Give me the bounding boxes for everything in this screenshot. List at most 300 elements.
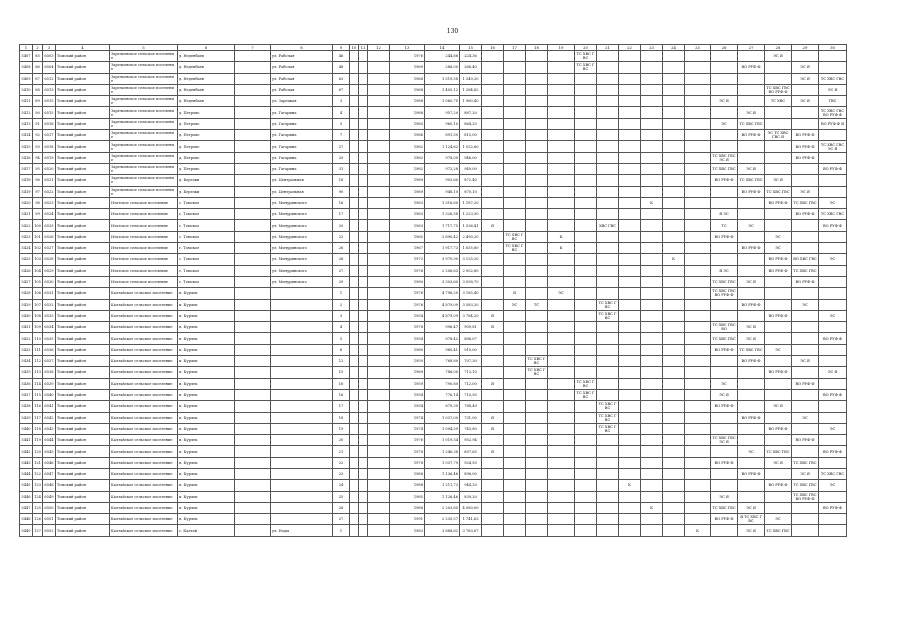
table-cell [235, 265, 271, 276]
table-cell: ЭС [819, 254, 847, 265]
table-cell [765, 288, 792, 299]
column-number: 12 [368, 45, 390, 51]
table-cell [685, 163, 711, 174]
table-cell: ул. Гагарина [271, 152, 333, 163]
table-cell: 712,00 [460, 378, 482, 389]
table-cell [548, 51, 575, 62]
table-cell [368, 502, 390, 513]
table-cell: 6551 [43, 514, 56, 525]
table-cell [235, 107, 271, 118]
table-cell [685, 412, 711, 423]
table-row [20, 265, 847, 276]
table-cell [641, 220, 663, 231]
table-cell: 910,00 [460, 344, 482, 355]
table-cell [482, 107, 504, 118]
table-cell [235, 525, 271, 536]
table-cell [619, 152, 641, 163]
table-cell: п. Курлек [178, 356, 235, 367]
table-cell [738, 457, 765, 468]
table-cell: 120 [33, 446, 43, 457]
table-cell [641, 446, 663, 457]
column-number: 20 [575, 45, 597, 51]
table-cell: 5439 [20, 412, 33, 423]
table-cell [663, 186, 685, 197]
table-cell: 972,28 [425, 163, 460, 174]
table-cell: 6524 [43, 209, 56, 220]
table-cell [548, 423, 575, 434]
table-cell: 3 185,40 [460, 288, 482, 299]
table-cell [711, 107, 738, 118]
table-row [20, 446, 847, 457]
table-cell [575, 130, 597, 141]
table-cell: ТС ХВС ГВС [738, 344, 765, 355]
table-cell [504, 220, 526, 231]
table-cell [641, 457, 663, 468]
table-cell [819, 525, 847, 536]
table-cell [597, 175, 619, 186]
table-cell [482, 84, 504, 95]
table-row [20, 197, 847, 208]
table-cell [663, 130, 685, 141]
table-cell: 112 [33, 356, 43, 367]
table-cell [504, 344, 526, 355]
table-cell: ЭС [738, 220, 765, 231]
table-cell: Томский район [56, 254, 110, 265]
table-cell: ТС ХВС ГВС [597, 299, 619, 310]
table-cell: Томский район [56, 378, 110, 389]
table-cell [482, 502, 504, 513]
table-cell: Заречьевское сельское поселение [110, 84, 178, 95]
table-cell: с. Томское [178, 265, 235, 276]
table-cell [504, 51, 526, 62]
table-cell [819, 299, 847, 310]
table-cell: Томский район [56, 276, 110, 287]
table-cell: ВО РУФ-Ф [765, 423, 792, 434]
table-cell: 5411 [20, 96, 33, 107]
table-cell [738, 152, 765, 163]
table-cell [368, 457, 390, 468]
table-cell [597, 344, 619, 355]
table-cell [619, 51, 641, 62]
table-row [20, 322, 847, 333]
table-cell [619, 401, 641, 412]
table-cell: 2 [333, 299, 350, 310]
table-cell: 790,80 [425, 378, 460, 389]
table-cell: 6516 [43, 118, 56, 129]
table-cell [482, 254, 504, 265]
table-cell [765, 220, 792, 231]
table-cell: 127 [33, 525, 43, 536]
table-cell [685, 333, 711, 344]
column-number: 15 [460, 45, 482, 51]
table-cell [482, 186, 504, 197]
table-cell: п. Курлек [178, 299, 235, 310]
table-cell [526, 231, 548, 242]
table-cell: ТС ХВС ГВС [792, 457, 819, 468]
table-cell: 3 [333, 310, 350, 321]
table-cell [548, 356, 575, 367]
table-cell: 105 [33, 276, 43, 287]
table-row [20, 62, 847, 73]
table-cell [271, 288, 333, 299]
table-cell: 1 635,80 [460, 243, 482, 254]
table-cell: Калтайское сельское поселение [110, 435, 178, 446]
table-cell [350, 276, 359, 287]
table-cell [368, 468, 390, 479]
table-cell: ТС ХВС ГВС [575, 62, 597, 73]
table-cell [368, 322, 390, 333]
table-cell: 117 [33, 412, 43, 423]
table-cell: 114 [33, 378, 43, 389]
table-cell: Я [482, 446, 504, 457]
table-cell: 5407 [20, 51, 33, 62]
table-cell: ул. Мичуринского [271, 197, 333, 208]
table-cell [738, 51, 765, 62]
table-cell [765, 118, 792, 129]
table-cell: ВО РУФ-Ф [792, 141, 819, 152]
table-cell: Я [482, 310, 504, 321]
table-cell [711, 480, 738, 491]
table-cell [575, 435, 597, 446]
table-cell [597, 468, 619, 479]
table-cell [504, 514, 526, 525]
table-cell [738, 435, 765, 446]
table-cell [619, 457, 641, 468]
table-row [20, 468, 847, 479]
table-cell [738, 378, 765, 389]
table-cell: ВО РУФ-Ф [765, 197, 792, 208]
table-cell [641, 175, 663, 186]
table-cell [548, 457, 575, 468]
table-cell [663, 231, 685, 242]
table-cell [575, 163, 597, 174]
table-cell [792, 175, 819, 186]
table-cell: 1963 [390, 197, 425, 208]
table-cell [619, 209, 641, 220]
table-cell: 93 [33, 141, 43, 152]
table-cell [641, 84, 663, 95]
table-cell [359, 356, 368, 367]
table-cell [526, 152, 548, 163]
table-cell: ТС ХВС ГВС ЭС Я [712, 436, 736, 445]
table-cell [663, 333, 685, 344]
column-number: 14 [425, 45, 460, 51]
table-cell [619, 96, 641, 107]
table-cell [235, 163, 271, 174]
column-number: 1 [20, 45, 33, 51]
table-row [20, 525, 847, 536]
table-cell [504, 378, 526, 389]
table-cell [575, 514, 597, 525]
table-cell [271, 446, 333, 457]
table-cell: Томский район [56, 51, 110, 62]
table-cell [663, 344, 685, 355]
table-cell: 29 [333, 152, 350, 163]
table-cell [597, 480, 619, 491]
table-cell: 1 [333, 525, 350, 536]
table-cell: Томский район [56, 435, 110, 446]
table-cell [482, 344, 504, 355]
table-cell [663, 152, 685, 163]
table-cell: Заречьевское сельское поселение [110, 62, 178, 73]
table-cell: 768,80 [425, 356, 460, 367]
table-row [20, 435, 847, 446]
table-cell: Калтайское сельское поселение [110, 333, 178, 344]
table-cell: Томский район [56, 265, 110, 276]
table-cell [685, 288, 711, 299]
table-cell [350, 288, 359, 299]
table-cell: 1968 [390, 84, 425, 95]
table-cell: 1988 [390, 96, 425, 107]
column-number: 9 [333, 45, 350, 51]
table-cell [548, 186, 575, 197]
table-row [20, 276, 847, 287]
table-cell: Томский район [56, 84, 110, 95]
table-cell: ВО РУФ-Ф [738, 130, 765, 141]
table-cell: 1 032,60 [460, 141, 482, 152]
table-cell: ЭС Я [711, 491, 738, 502]
table-cell: 63 [333, 73, 350, 84]
table-cell [765, 412, 792, 423]
table-cell [619, 243, 641, 254]
table-cell [792, 243, 819, 254]
table-cell: 4 879,09 [425, 310, 460, 321]
table-cell: 103 [33, 254, 43, 265]
table-cell: 1976 [390, 265, 425, 276]
table-cell: ТС ХВС ГВС [711, 502, 738, 513]
table-cell: Томский район [56, 197, 110, 208]
table-cell: 731,00 [460, 412, 482, 423]
table-cell [641, 378, 663, 389]
table-cell: ул. Мичуринского [271, 254, 333, 265]
table-cell [368, 163, 390, 174]
table-cell: 952,94 [460, 435, 482, 446]
table-cell [350, 175, 359, 186]
table-cell [504, 412, 526, 423]
table-cell [619, 446, 641, 457]
table-cell [235, 378, 271, 389]
table-cell [685, 118, 711, 129]
table-cell: ул. Зарецкая [271, 96, 333, 107]
table-cell: 18 [333, 412, 350, 423]
table-cell [235, 186, 271, 197]
table-cell [359, 118, 368, 129]
table-cell: ул. Мичуринского [271, 231, 333, 242]
table-cell: 1954 [390, 401, 425, 412]
table-cell: 996,47 [425, 322, 460, 333]
table-cell: Томский район [56, 322, 110, 333]
table-cell [271, 423, 333, 434]
table-cell [685, 62, 711, 73]
table-cell [368, 491, 390, 502]
table-cell [526, 118, 548, 129]
table-cell: Заречьевское сельское поселение [110, 51, 178, 62]
table-cell [641, 276, 663, 287]
table-cell [504, 265, 526, 276]
table-cell [663, 412, 685, 423]
table-cell [548, 209, 575, 220]
table-cell [526, 141, 548, 152]
table-cell: 5444 [20, 468, 33, 479]
table-cell [235, 457, 271, 468]
table-cell [504, 480, 526, 491]
table-cell [368, 141, 390, 152]
table-cell [597, 130, 619, 141]
table-cell [575, 197, 597, 208]
table-cell [597, 502, 619, 513]
table-cell [663, 163, 685, 174]
table-cell [738, 254, 765, 265]
table-cell: 25 [333, 491, 350, 502]
table-cell [359, 378, 368, 389]
table-cell [711, 412, 738, 423]
table-cell [792, 51, 819, 62]
table-cell: ЭС [819, 480, 847, 491]
table-cell [359, 288, 368, 299]
table-cell [368, 344, 390, 355]
table-cell [738, 389, 765, 400]
table-cell: Я [482, 220, 504, 231]
table-cell: 5410 [20, 84, 33, 95]
table-cell [350, 514, 359, 525]
table-row [20, 310, 847, 321]
table-cell [350, 344, 359, 355]
table-cell [482, 209, 504, 220]
table-cell [792, 367, 819, 378]
table-cell [711, 130, 738, 141]
table-cell [685, 152, 711, 163]
table-cell [368, 107, 390, 118]
table-cell [359, 107, 368, 118]
table-cell [548, 163, 575, 174]
table-cell: 5414 [20, 130, 33, 141]
table-cell [482, 73, 504, 84]
table-cell: 6515 [43, 107, 56, 118]
table-cell [597, 525, 619, 536]
table-cell: Томский район [56, 457, 110, 468]
table-cell: п. Курлек [178, 367, 235, 378]
table-cell: ТС ХВС ГВС [819, 209, 847, 220]
table-cell: 124 [33, 491, 43, 502]
table-cell: Томский район [56, 480, 110, 491]
table-cell [368, 480, 390, 491]
table-cell: с. Калтай [178, 525, 235, 536]
table-cell [350, 333, 359, 344]
table-cell [641, 186, 663, 197]
table-cell [548, 435, 575, 446]
table-cell [597, 435, 619, 446]
table-cell [359, 435, 368, 446]
table-cell: 88 [33, 84, 43, 95]
table-cell: Калтайское сельское поселение [110, 502, 178, 513]
table-cell: 6537 [43, 356, 56, 367]
table-cell: 122 [33, 468, 43, 479]
table-cell [526, 288, 548, 299]
table-cell [711, 468, 738, 479]
table-cell [368, 367, 390, 378]
table-cell: 957,20 [425, 107, 460, 118]
table-cell [619, 163, 641, 174]
table-cell: д. Петрово [178, 118, 235, 129]
table-cell [641, 480, 663, 491]
table-cell [738, 197, 765, 208]
table-cell [619, 288, 641, 299]
table-cell [641, 62, 663, 73]
table-cell: 1976 [390, 51, 425, 62]
table-cell: 1 246,38 [425, 446, 460, 457]
table-cell: 26 [333, 243, 350, 254]
table-cell: Томский район [56, 231, 110, 242]
table-cell: д. Петрово [178, 152, 235, 163]
table-row [20, 299, 847, 310]
table-cell: 1 187,20 [460, 197, 482, 208]
table-cell: 22 [333, 457, 350, 468]
table-cell: ТС ХВС ГВС ЭС Я [712, 153, 736, 162]
table-cell: ЭС [765, 344, 792, 355]
table-cell: Томский район [56, 118, 110, 129]
table-cell [235, 446, 271, 457]
table-cell [235, 502, 271, 513]
table-cell [819, 514, 847, 525]
table-cell: 6519 [43, 152, 56, 163]
table-cell: 815,00 [460, 130, 482, 141]
table-cell [526, 209, 548, 220]
table-cell [271, 491, 333, 502]
column-number: 11 [359, 45, 368, 51]
table-cell [792, 310, 819, 321]
table-cell: 1 004,59 [425, 423, 460, 434]
table-cell [575, 344, 597, 355]
table-cell: Калтайское сельское поселение [110, 344, 178, 355]
table-cell [504, 457, 526, 468]
table-cell: 1988 [390, 468, 425, 479]
table-cell [350, 412, 359, 423]
table-cell: 29 [333, 276, 350, 287]
table-cell [738, 480, 765, 491]
table-cell [368, 96, 390, 107]
table-cell: п. Курлек [178, 514, 235, 525]
table-cell [738, 96, 765, 107]
table-cell [663, 107, 685, 118]
table-cell: ЭС Я [765, 401, 792, 412]
table-cell [235, 152, 271, 163]
table-cell: ВО РУФ-Ф [819, 446, 847, 457]
table-cell: 126 [33, 514, 43, 525]
table-cell: 5441 [20, 435, 33, 446]
table-cell: ул. Мичуринского [271, 265, 333, 276]
table-cell: 5 [333, 333, 350, 344]
table-cell [819, 243, 847, 254]
table-cell: ул. Центральная [271, 186, 333, 197]
table-cell [548, 468, 575, 479]
table-cell [738, 423, 765, 434]
table-cell [819, 378, 847, 389]
table-cell [575, 231, 597, 242]
table-cell [641, 265, 663, 276]
table-cell: 5437 [20, 389, 33, 400]
column-number: 27 [738, 45, 765, 51]
table-cell: 1959 [390, 356, 425, 367]
table-cell [359, 457, 368, 468]
table-cell [597, 514, 619, 525]
table-cell [548, 96, 575, 107]
table-cell [619, 491, 641, 502]
table-cell: 713,10 [460, 367, 482, 378]
table-cell [738, 491, 765, 502]
table-cell: 5432 [20, 333, 33, 344]
table-cell: ТС ХВС ГВС [575, 378, 597, 389]
table-cell [575, 468, 597, 479]
